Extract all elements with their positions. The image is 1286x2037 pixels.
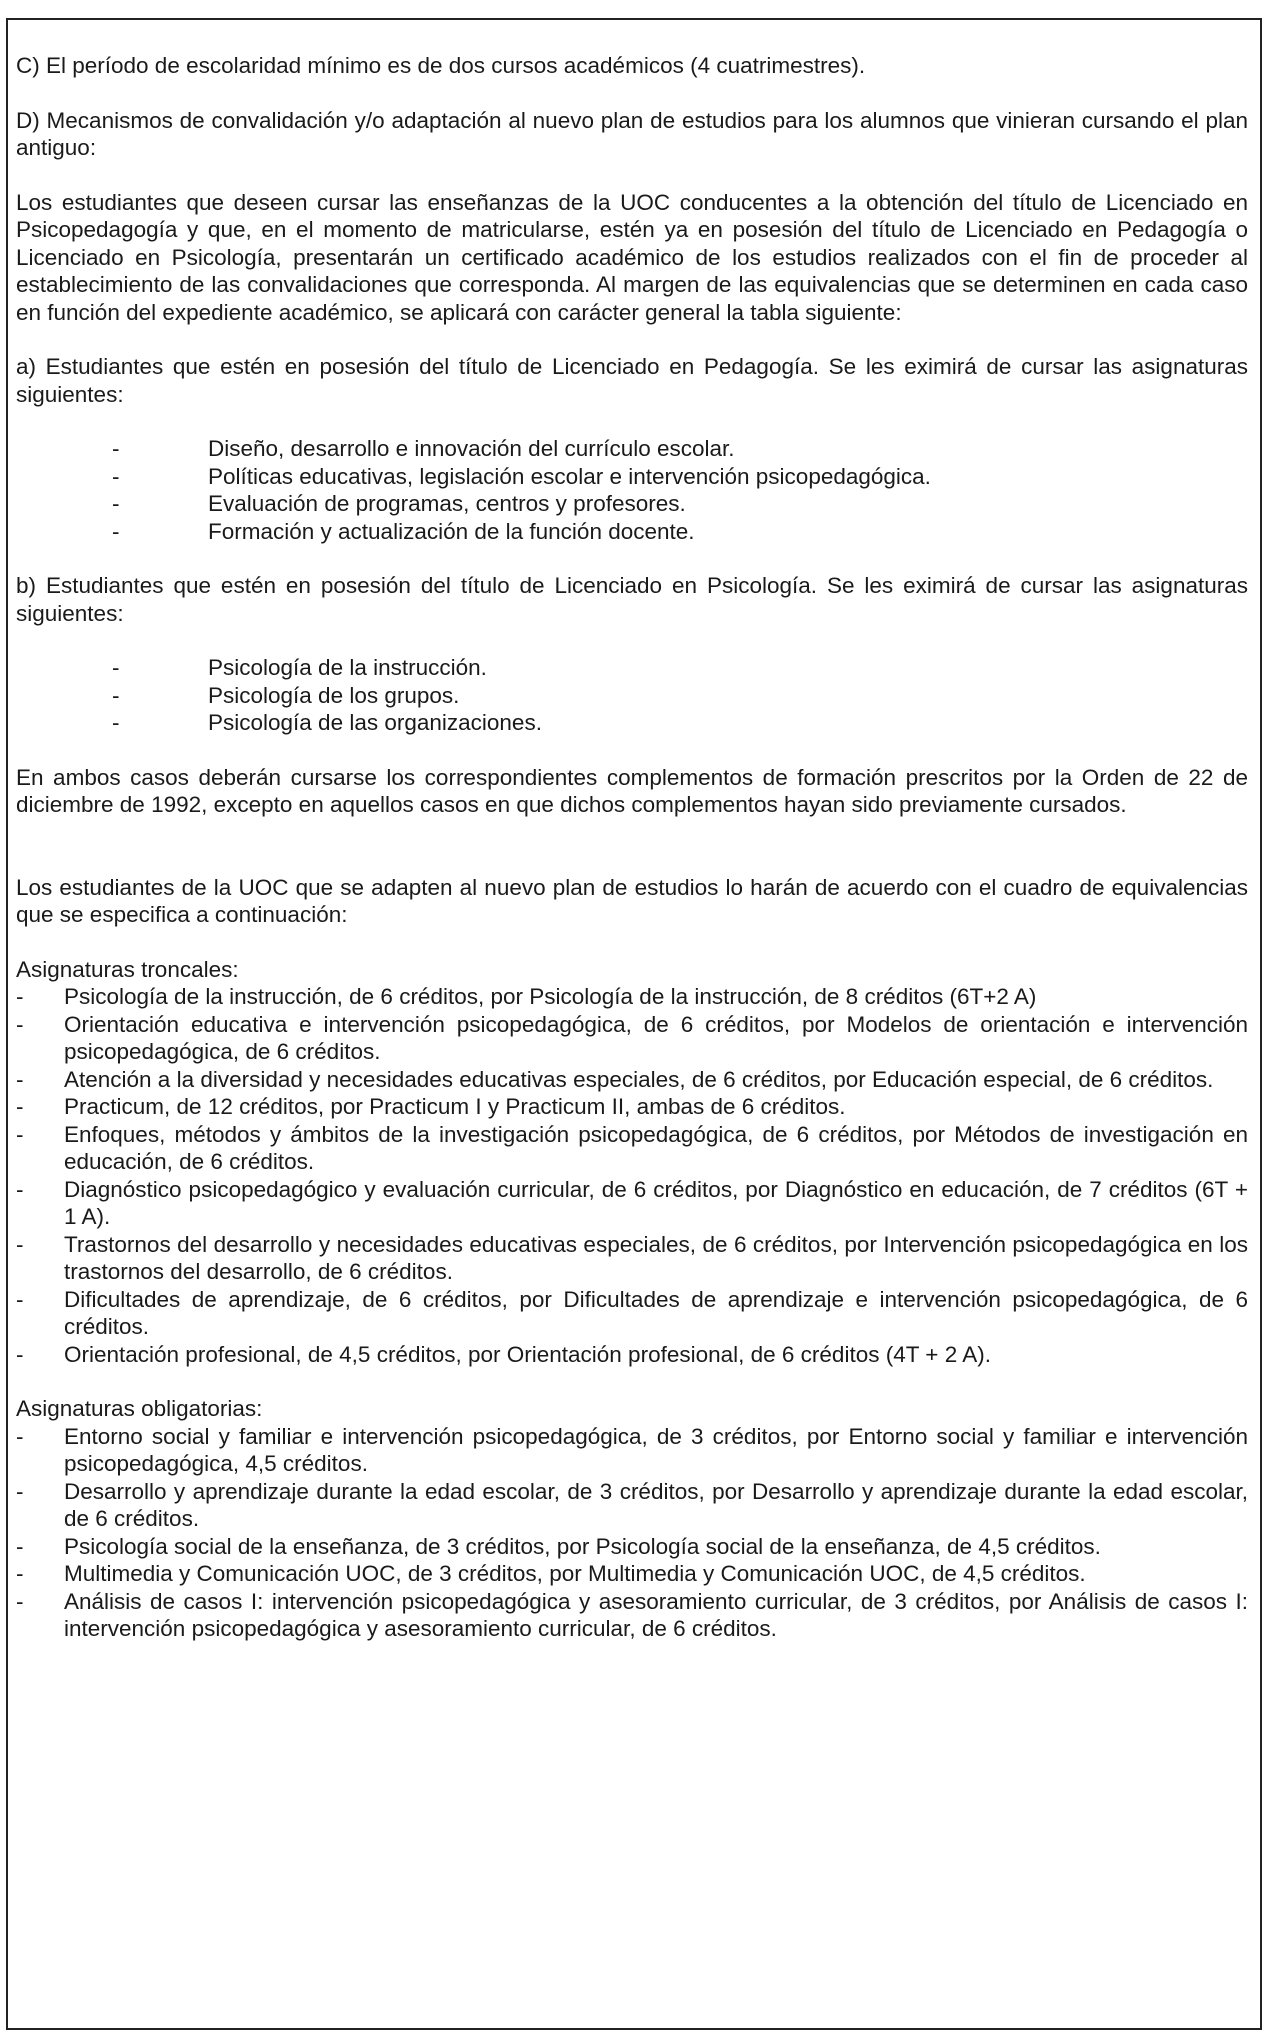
list-item: - Multimedia y Comunicación UOC, de 3 créditos, por Multimedia y Comunicación UOC, de 4,5 créditos.: [16, 1560, 1248, 1588]
case-b-paragraph: b) Estudiantes que estén en posesión del título de Licenciado en Psicología. Se les eximirá de cursar las asignaturas siguientes:: [16, 573, 1248, 626]
list-item: - Análisis de casos I: intervención psicopedagógica y asesoramiento curricular, de 3 créditos, por Análisis de casos I: intervención psicopedagógica y asesoramiento curricular, de 6 créditos.: [16, 1588, 1248, 1643]
list-item: - Orientación profesional, de 4,5 créditos, por Orientación profesional, de 6 créditos (4T + 2 A).: [16, 1341, 1248, 1369]
intro-paragraph: Los estudiantes que deseen cursar las enseñanzas de la UOC conducentes a la obtención del título de Licenciado en Psicopedagogía y que, en el momento de matricularse, estén ya en posesión del título de Licenciado en Pedagogía o Licenciado en Psicología, presentarán un certificado académico de los estudios realizados con el fin de proceder al establecimiento de las convalidaciones que corresponda. Al margen de las equivalencias que se determinen en cada caso en función del expediente académico, se aplicará con carácter general la tabla siguiente:: [16, 189, 1248, 325]
list-item: - Psicología de los grupos.: [112, 682, 1248, 710]
case-b-list: [16, 654, 1248, 737]
list-item: - Diagnóstico psicopedagógico y evaluación curricular, de 6 créditos, por Diagnóstico en educación, de 7 créditos (6T + 1 A).: [16, 1176, 1248, 1231]
document-body: [16, 52, 1248, 1643]
list-item: - Diseño, desarrollo e innovación del currículo escolar.: [112, 435, 1248, 463]
case-a-list: [16, 435, 1248, 545]
list-item: - Formación y actualización de la función docente.: [112, 518, 1248, 546]
case-a-paragraph: a) Estudiantes que estén en posesión del título de Licenciado en Pedagogía. Se les eximirá de cursar las asignaturas siguientes:: [16, 354, 1248, 407]
list-item: - Dificultades de aprendizaje, de 6 créditos, por Dificultades de aprendizaje e intervención psicopedagógica, de 6 créditos.: [16, 1286, 1248, 1341]
list-item: - Psicología de la instrucción, de 6 créditos, por Psicología de la instrucción, de 8 créditos (6T+2 A): [16, 983, 1248, 1011]
section-d: D) Mecanismos de convalidación y/o adaptación al nuevo plan de estudios para los alumnos que vinieran cursando el plan antiguo:: [16, 107, 1248, 160]
list-item: - Practicum, de 12 créditos, por Practicum I y Practicum II, ambas de 6 créditos.: [16, 1093, 1248, 1121]
obligatorias-list: [16, 1423, 1248, 1643]
list-item: - Psicología de la instrucción.: [112, 654, 1248, 682]
troncales-list: [16, 983, 1248, 1368]
obligatorias-heading: Asignaturas obligatorias:: [16, 1396, 263, 1421]
adaptation-intro: Los estudiantes de la UOC que se adapten al nuevo plan de estudios lo harán de acuerdo con el cuadro de equivalencias que se especifica a continuación:: [16, 874, 1248, 927]
list-item: - Atención a la diversidad y necesidades educativas especiales, de 6 créditos, por Educación especial, de 6 créditos.: [16, 1066, 1248, 1094]
list-item: - Enfoques, métodos y ámbitos de la investigación psicopedagógica, de 6 créditos, por Métodos de investigación en educación, de 6 créditos.: [16, 1121, 1248, 1176]
list-item: - Políticas educativas, legislación escolar e intervención psicopedagógica.: [112, 463, 1248, 491]
list-item: - Entorno social y familiar e intervención psicopedagógica, de 3 créditos, por Entorno social y familiar e intervención psicopedagógica, 4,5 créditos.: [16, 1423, 1248, 1478]
troncales-heading: Asignaturas troncales:: [16, 956, 239, 982]
list-item: - Orientación educativa e intervención psicopedagógica, de 6 créditos, por Modelos de orientación e intervención psicopedagógica, de 6 créditos.: [16, 1011, 1248, 1066]
list-item: - Psicología de las organizaciones.: [112, 709, 1248, 737]
list-item: - Trastornos del desarrollo y necesidades educativas especiales, de 6 créditos, por Intervención psicopedagógica en los trastornos del desarrollo, de 6 créditos.: [16, 1231, 1248, 1286]
both-cases-paragraph: En ambos casos deberán cursarse los correspondientes complementos de formación prescritos por la Orden de 22 de diciembre de 1992, excepto en aquellos casos en que dichos complementos hayan sido previamente cursados.: [16, 764, 1248, 817]
list-item: - Evaluación de programas, centros y profesores.: [112, 490, 1248, 518]
list-item: - Desarrollo y aprendizaje durante la edad escolar, de 3 créditos, por Desarrollo y aprendizaje durante la edad escolar, de 6 créditos.: [16, 1478, 1248, 1533]
section-c: C) El período de escolaridad mínimo es de dos cursos académicos (4 cuatrimestres).: [16, 53, 866, 78]
list-item: - Psicología social de la enseñanza, de 3 créditos, por Psicología social de la enseñanza, de 4,5 créditos.: [16, 1533, 1248, 1561]
